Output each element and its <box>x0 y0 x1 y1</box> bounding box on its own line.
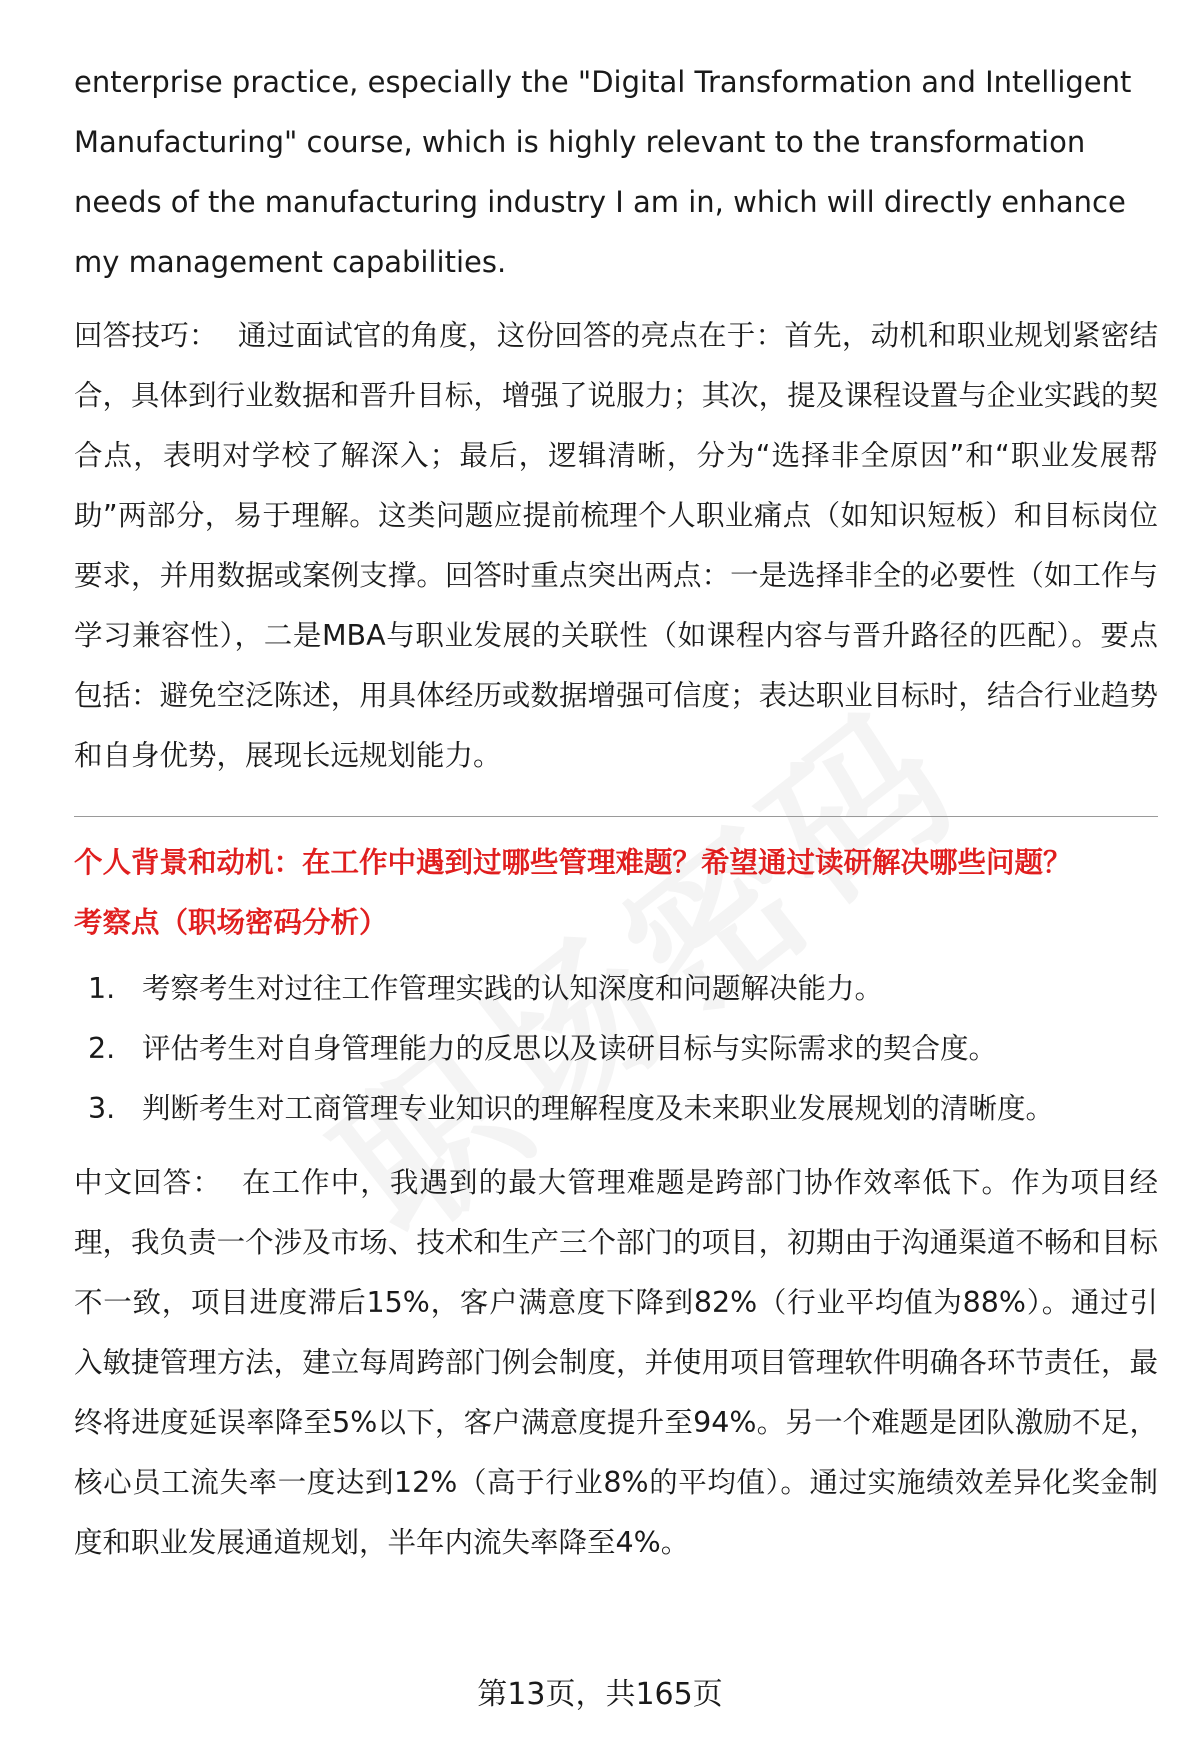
list-item-text: 评估考生对自身管理能力的反思以及读研目标与实际需求的契合度。 <box>142 1032 998 1065</box>
tips-paragraph <box>74 306 1158 786</box>
list-item <box>74 1079 1158 1139</box>
page-number-footer: 第13页，共165页 <box>477 1677 723 1712</box>
intro-paragraph: enterprise practice, especially the "Digital Transformation and Intelligent Manufacturing" course, which is highly relevant to the transformation needs of the manufacturing industry I am in, which will directly enhance my management capabilities. <box>74 65 1132 279</box>
list-item-text: 判断考生对工商管理专业知识的理解程度及未来职业发展规划的清晰度。 <box>142 1092 1055 1125</box>
answer-text: 在工作中，我遇到的最大管理难题是跨部门协作效率低下。作为项目经理，我负责一个涉及市场、技术和生产三个部门的项目，初期由于沟通渠道不畅和目标不一致，项目进度滞后15%，客户满意度下降到82%（行业平均值为88%）。通过引入敏捷管理方法，建立每周跨部门例会制度，并使用项目管理软件明确各环节责任，最终将进度延误率降至5%以下，客户满意度提升至94%。另一个难题是团队激励不足，核心员工流失率一度达到12%（高于行业8%的平均值）。通过实施绩效差异化奖金制度和职业发展通道规划，半年内流失率降至4%。 <box>74 1166 1158 1559</box>
question-title: 个人背景和动机：在工作中遇到过哪些管理难题？希望通过读研解决哪些问题？ <box>74 846 1072 879</box>
points-list <box>74 959 1158 1139</box>
list-item-number: 2. <box>88 1032 116 1065</box>
list-item-number: 1. <box>88 972 116 1005</box>
answer-label: 中文回答： <box>74 1166 222 1199</box>
tips-label: 回答技巧： <box>74 319 218 352</box>
list-item-text: 考察考生对过往工作管理实践的认知深度和问题解决能力。 <box>142 972 884 1005</box>
document-content <box>74 52 1158 1573</box>
section-divider <box>74 816 1158 817</box>
tips-text: 通过面试官的角度，这份回答的亮点在于：首先，动机和职业规划紧密结合，具体到行业数据和晋升目标，增强了说服力；其次，提及课程设置与企业实践的契合点，表明对学校了解深入；最后，逻辑清晰，分为“选择非全原因”和“职业发展帮助”两部分，易于理解。这类问题应提前梳理个人职业痛点（如知识短板）和目标岗位要求，并用数据或案例支撑。回答时重点突出两点：一是选择非全的必要性（如工作与学习兼容性），二是MBA与职业发展的关联性（如课程内容与晋升路径的匹配）。要点包括：避免空泛陈述，用具体经历或数据增强可信度；表达职业目标时，结合行业趋势和自身优势，展现长远规划能力。 <box>74 319 1158 772</box>
question-subtitle: 考察点（职场密码分析） <box>74 906 388 939</box>
list-item-number: 3. <box>88 1092 116 1125</box>
list-item <box>74 959 1158 1019</box>
answer-paragraph <box>74 1153 1158 1573</box>
list-item <box>74 1019 1158 1079</box>
